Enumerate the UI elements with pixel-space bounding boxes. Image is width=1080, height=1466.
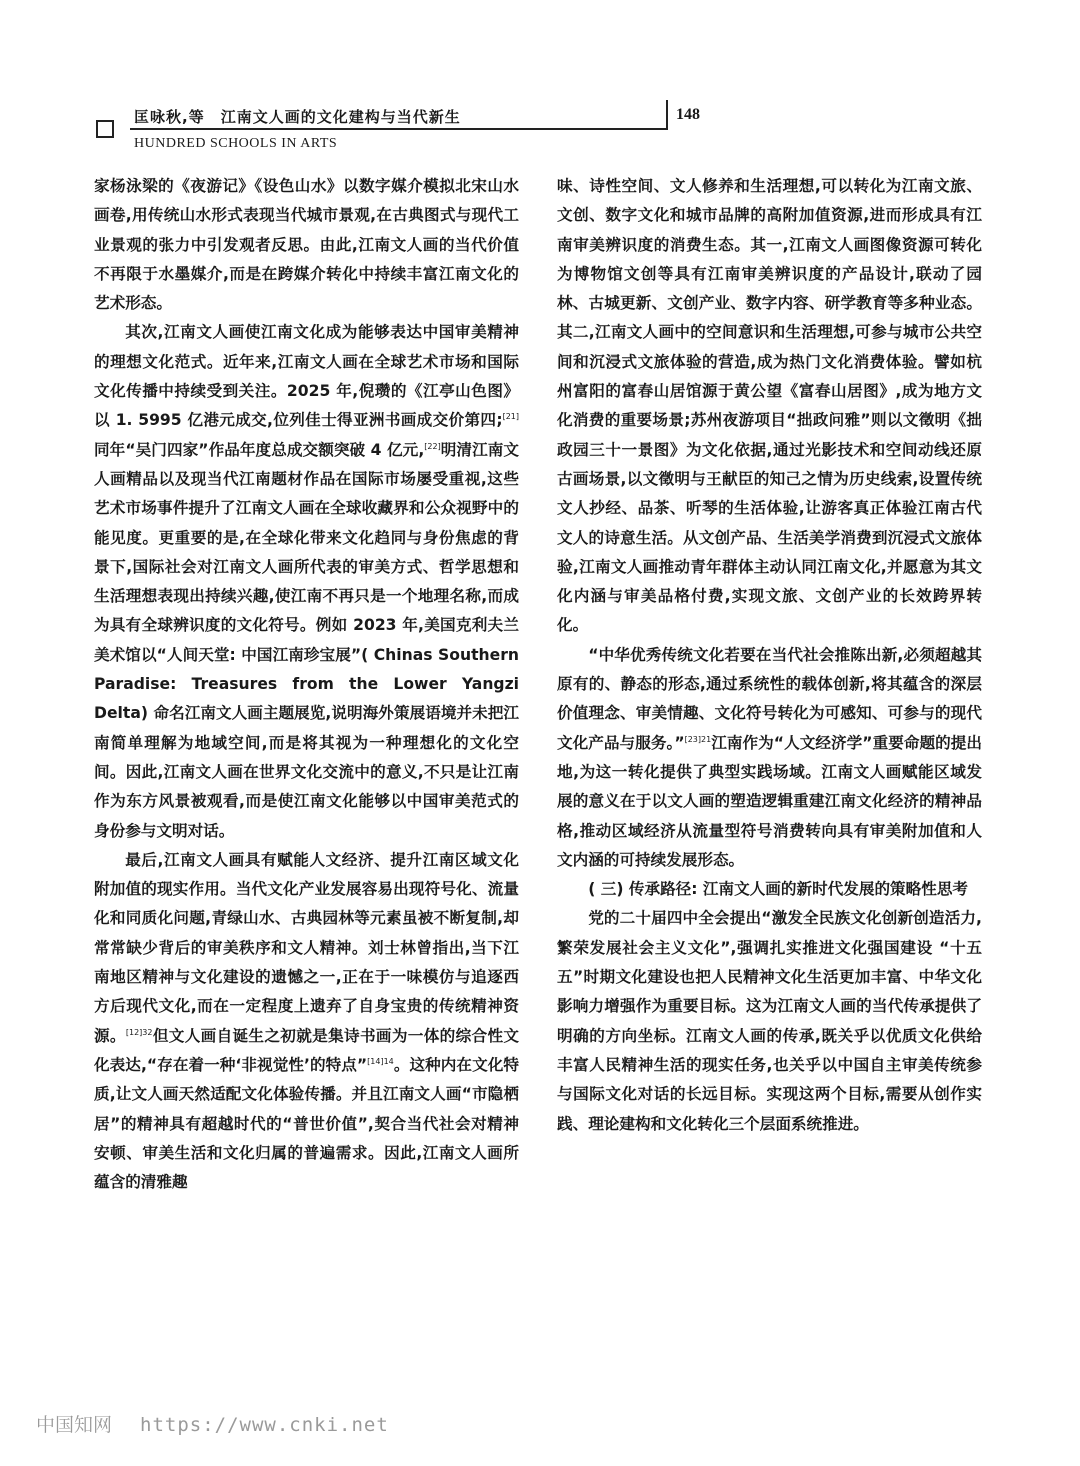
header-separator	[666, 100, 668, 128]
paragraph: 最后,江南文人画具有赋能人文经济、提升江南区域文化附加值的现实作用。当代文化产业发展容易出现符号化、流量化和同质化问题,青绿山水、古典园林等元素虽被不断复制,却常常缺少背后的审美秩序和文人精神。刘士林曾指出,当下江南地区精神与文化建设的遗憾之一,正在于一味模仿与追逐西方后现代文化,而在一定程度上遗弃了自身宝贵的传统精神资源。$^{[12]32}$但文人画自诞生之初就是集诗书画为一体的综合性文化表达,“存在着一种‘非视觉性’的特点”$^{[14]14}$。这种内在文化特质,让文人画天然适配文化体验传播。并且江南文人画“市隐栖居”的精神具有超越时代的“普世价值”,契合当代社会对精神安顿、审美生活和文化归属的普遍需求。因此,江南文人画所蕴含的清雅趣	[94, 850, 519, 1192]
journal-name: HUNDRED SCHOOLS IN ARTS	[134, 136, 338, 151]
paragraph: 其次,江南文人画使江南文化成为能够表达中国审美精神的理想文化范式。近年来,江南文人画在全球艺术市场和国际文化传播中持续受到关注。2025 年,倪瓒的《江亭山色图》以 1. 5995 亿港元成交,位列佳士得亚洲书画成交价第四;[21]同年“吴门四家”作品年度总成交额突破 4 亿元,[22]明清江南文人画精品以及现当代江南题材作品在国际市场屡受重视,这些艺术市场事件提升了江南文人画在全球收藏界和公众视野中的能见度。更重要的是,在全球化带来文化趋同与身份焦虑的背景下,国际社会对江南文人画所代表的审美方式、哲学思想和生活理想表现出持续兴趣,使江南不再只是一个地理名称,而成为具有全球辨识度的文化符号。例如 2023 年,美国克利夫兰美术馆以“人间天堂: 中国江南珍宝展”( Chinas Southern Paradise: Treasures from the Lower Yangzi Delta) 命名江南文人画主题展览,说明海外策展语境并未把江南简单理解为地域空间,而是将其视为一种理想化的文化空间。因此,江南文人画在世界文化交流中的意义,不只是让江南作为东方风景被观看,而是使江南文化能够以中国审美范式的身份参与文明对话。	[94, 323, 519, 840]
section-heading: ( 三) 传承路径: 江南文人画的新时代发展的策略性思考	[588, 880, 969, 899]
citation: [23]21	[684, 734, 712, 744]
citation: [14]14	[367, 1056, 394, 1066]
right-column	[557, 172, 982, 1139]
watermark-site: 中国知网	[36, 1414, 113, 1436]
watermark	[36, 1410, 389, 1437]
paragraph: “中华优秀传统文化若要在当代社会推陈出新,必须超越其原有的、静态的形态,通过系统性的载体创新,将其蕴含的深层价值理念、审美情趣、文化符号转化为可感知、可参与的现代文化产品与服务。”$^{[23]21}$江南作为“人文经济学”重要命题的提出地,为这一转化提供了典型实践场域。江南文人画赋能区域发展的意义在于以文人画的塑造逻辑重建江南文化经济的精神品格,推动区域经济从流量型符号消费转向具有审美附加值和人文内涵的可持续发展形态。	[557, 645, 983, 869]
header-square-icon	[96, 120, 114, 138]
paragraph: 味、诗性空间、文人修养和生活理想,可以转化为江南文旅、文创、数字文化和城市品牌的高附加值资源,进而形成具有江南审美辨识度的消费生态。其一,江南文人画图像资源可转化为博物馆文创等具有江南审美辨识度的产品设计,联动了园林、古城更新、文创产业、数字内容、研学教育等多种业态。其二,江南文人画中的空间意识和生活理想,可参与城市公共空间和沉浸式文旅体验的营造,成为热门文化消费体验。譬如杭州富阳的富春山居馆源于黄公望《富春山居图》,成为地方文化消费的重要场景;苏州夜游项目“拙政问雅”则以文徵明《拙政园三十一景图》为文化依据,通过光影技术和空间动线还原古画场景,以文徵明与王献臣的知己之情为历史线索,设置传统文人抄经、品茶、听琴的生活体验,让游客真正体验江南古代文人的诗意生活。从文创产品、生活美学消费到沉浸式文旅体验,江南文人画推动青年群体主动认同江南文化,并愿意为其文化内涵与审美品格付费,实现文旅、文创产业的长效跨界转化。	[557, 177, 982, 635]
citation: [22]	[424, 441, 441, 451]
running-header	[96, 100, 1016, 160]
watermark-url: https://www.cnki.net	[140, 1414, 389, 1436]
page-number: 148	[676, 106, 700, 123]
paragraph: 党的二十届四中全会提出“激发全民族文化创新创造活力,繁荣发展社会主义文化”,强调扎实推进文化强国建设 “十五五”时期文化建设也把人民精神文化生活更加丰富、中华文化影响力增强作为重要目标。这为江南文人画的当代传承提供了明确的方向坐标。江南文人画的传承,既关乎以优质文化供给丰富人民精神生活的现实任务,也关乎以中国自主审美传统参与国际文化对话的长远目标。实现这两个目标,需要从创作实践、理论建构和文化转化三个层面系统推进。	[557, 909, 982, 1133]
citation: [12]32	[125, 1027, 153, 1037]
citation: [21]	[502, 412, 519, 422]
header-rule	[130, 128, 668, 130]
paragraph: 家杨泳梁的《夜游记》《设色山水》以数字媒介模拟北宋山水画卷,用传统山水形式表现当代城市景观,在古典图式与现代工业景观的张力中引发观者反思。由此,江南文人画的当代价值不再限于水墨媒介,而是在跨媒介转化中持续丰富江南文化的艺术形态。	[94, 177, 519, 313]
header-authors-title: 匡咏秋,等 江南文人画的文化建构与当代新生	[134, 108, 461, 126]
left-column	[94, 172, 519, 1197]
